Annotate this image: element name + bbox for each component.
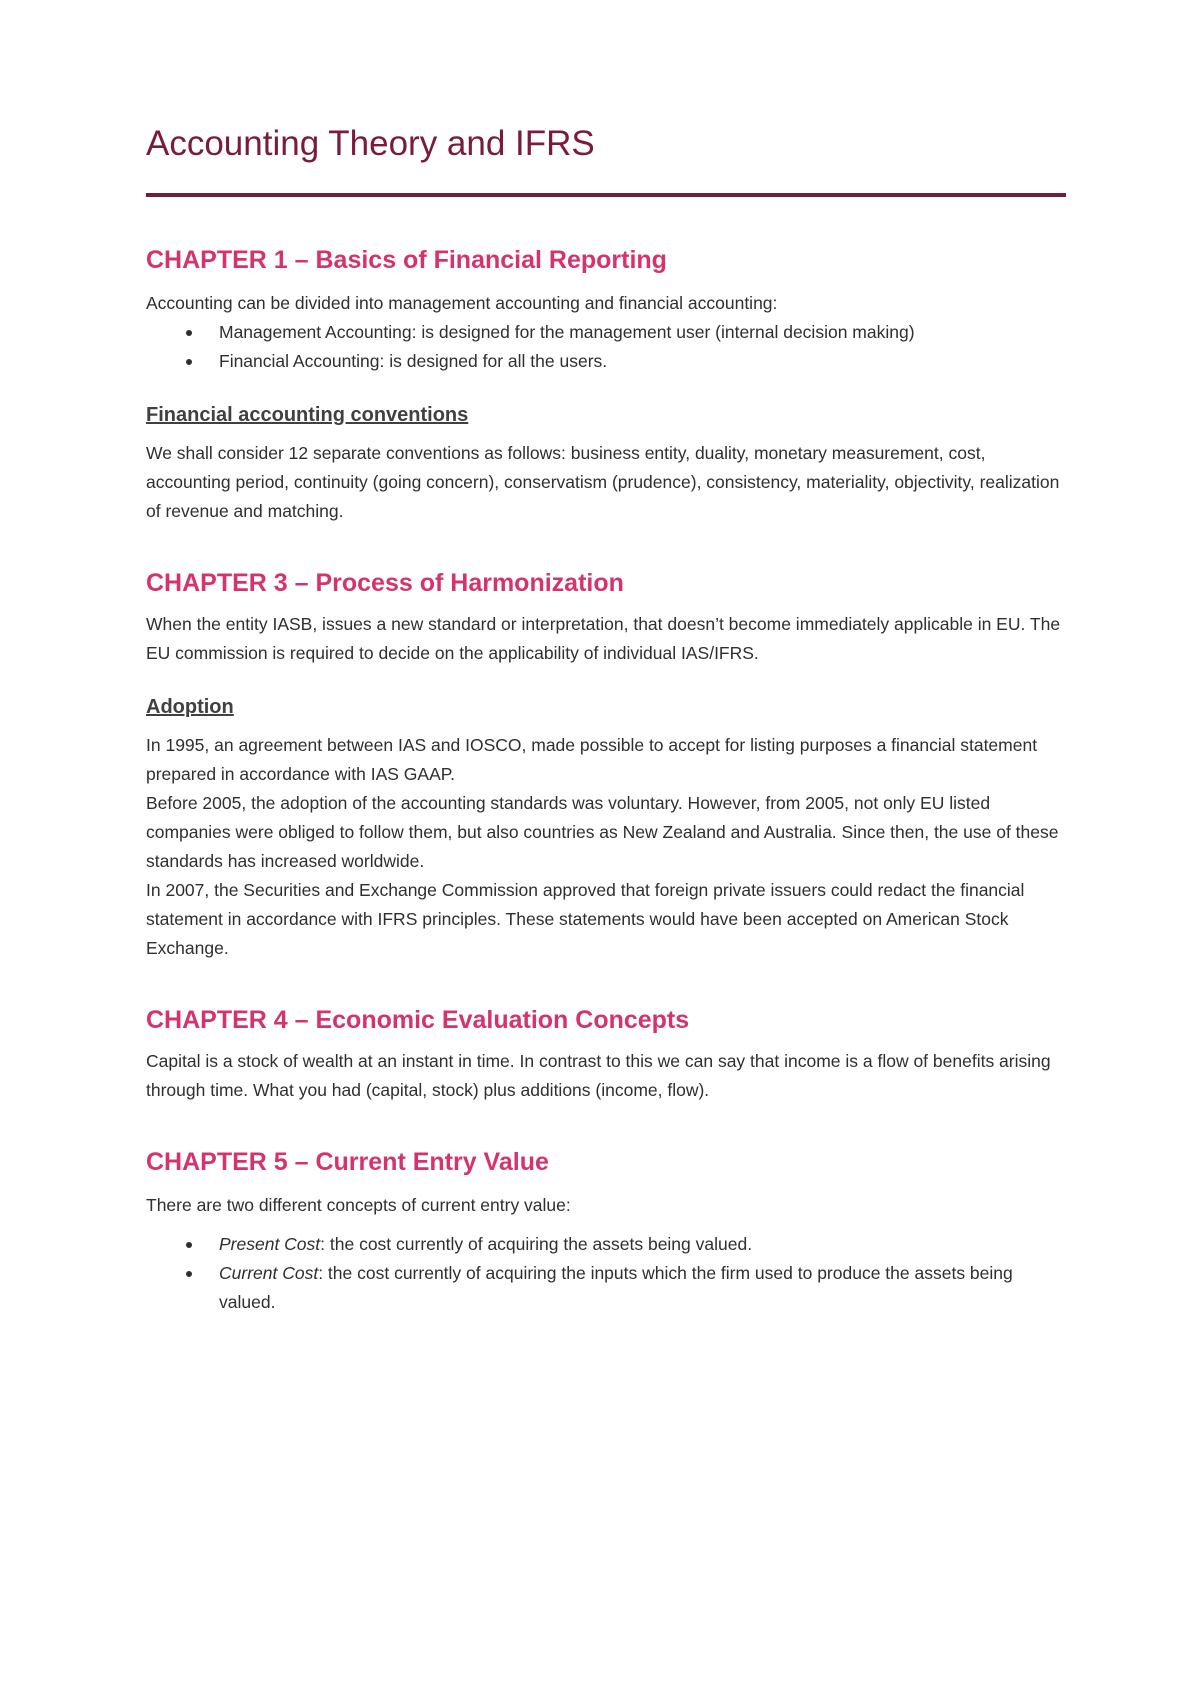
chapter-3-heading: CHAPTER 3 – Process of Harmonization <box>146 569 624 597</box>
chapter-1-heading: CHAPTER 1 – Basics of Financial Reporting <box>146 246 667 274</box>
list-item-text: Financial Accounting: is designed for all the users. <box>219 351 608 371</box>
list-item <box>146 318 1066 347</box>
list-item <box>146 1259 1066 1317</box>
term-definition: : the cost currently of acquiring the inputs which the firm used to produce the assets being valued. <box>219 1263 1013 1312</box>
chapter-1-subheading: Financial accounting conventions <box>146 404 469 426</box>
chapter-5-bullet-list <box>146 1230 1066 1317</box>
chapter-3-subheading: Adoption <box>146 696 234 718</box>
chapter-5-intro: There are two different concepts of current entry value: <box>146 1195 571 1215</box>
chapter-3-paragraph: In 2007, the Securities and Exchange Commission approved that foreign private issuers could redact the financial statement in accordance with IFRS principles. These statements would have been accepted on American Stock Exchange. <box>146 880 1025 958</box>
term-definition: : the cost currently of acquiring the assets being valued. <box>320 1234 753 1254</box>
term-label: Present Cost <box>219 1234 321 1254</box>
document-content <box>146 120 1066 1317</box>
list-item <box>146 1230 1066 1259</box>
list-item-text: Management Accounting: is designed for the management user (internal decision making) <box>219 322 915 342</box>
chapter-5-heading: CHAPTER 5 – Current Entry Value <box>146 1148 549 1176</box>
title-divider <box>146 193 1066 197</box>
term-label: Current Cost <box>219 1263 319 1283</box>
chapter-1-intro: Accounting can be divided into management accounting and financial accounting: <box>146 293 778 313</box>
list-item <box>146 347 1066 376</box>
chapter-3-paragraph: Before 2005, the adoption of the accounting standards was voluntary. However, from 2005, not only EU listed companies were obliged to follow them, but also countries as New Zealand and Australia. Since then, the use of these standards has increased worldwide. <box>146 793 1059 871</box>
bullet-icon <box>186 359 192 365</box>
bullet-icon <box>186 1242 192 1248</box>
document-title: Accounting Theory and IFRS <box>146 124 595 163</box>
chapter-4-text: Capital is a stock of wealth at an instant in time. In contrast to this we can say that income is a flow of benefits arising through time. What you had (capital, stock) plus additions (income, flow). <box>146 1051 1051 1100</box>
bullet-icon <box>186 1271 192 1277</box>
chapter-1-conventions-text: We shall consider 12 separate conventions as follows: business entity, duality, monetary measurement, cost, accounting period, continuity (going concern), conservatism (prudence), consistency, materiality, objectivity, realization of revenue and matching. <box>146 443 1060 521</box>
chapter-3-paragraph: In 1995, an agreement between IAS and IOSCO, made possible to accept for listing purposes a financial statement prepared in accordance with IAS GAAP. <box>146 735 1038 784</box>
chapter-4-heading: CHAPTER 4 – Economic Evaluation Concepts <box>146 1006 690 1034</box>
chapter-3-intro: When the entity IASB, issues a new standard or interpretation, that doesn’t become immediately applicable in EU. The EU commission is required to decide on the applicability of individual IAS/IFRS. <box>146 614 1061 663</box>
bullet-icon <box>186 330 192 336</box>
chapter-1-bullet-list <box>146 318 1066 376</box>
